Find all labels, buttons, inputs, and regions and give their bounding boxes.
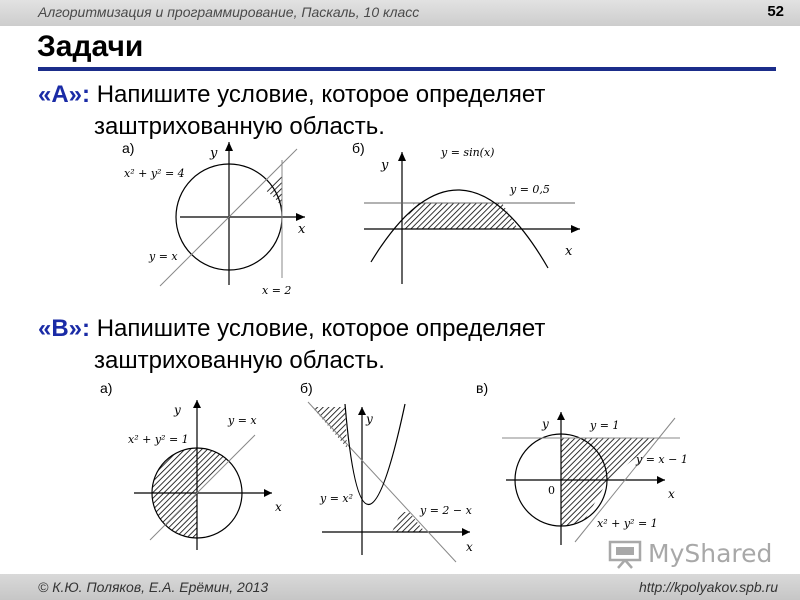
figure-b-a-eq-line: y = x <box>228 414 257 427</box>
task-a-line2: заштрихованную область. <box>94 113 385 140</box>
figure-b-c-origin: 0 <box>548 484 555 497</box>
figure-b-a-label: а) <box>100 380 113 396</box>
figure-a-b-eq-level: y = 0,5 <box>510 183 550 196</box>
figure-b-b-eq-parabola: y = x² <box>320 492 354 505</box>
footer-authors: © К.Ю. Поляков, Е.А. Ерёмин, 2013 <box>38 579 269 595</box>
figure-a-b-eq-sin: y = sin(x) <box>441 146 495 159</box>
figure-b-a-axis-x: x <box>275 500 282 514</box>
figure-b-a-eq-circle: x² + y² = 1 <box>128 433 189 446</box>
figure-b-b-eq-line: y = 2 − x <box>420 504 472 517</box>
figure-a-b-label: б) <box>352 140 365 156</box>
figure-a-a-eq-vertical: x = 2 <box>262 284 292 297</box>
figure-b-c-label: в) <box>476 380 489 396</box>
figure-b-c-eq-line: y = x − 1 <box>636 453 688 466</box>
figure-b-c-eq-level: y = 1 <box>590 419 620 432</box>
task-a-tag: «A»: <box>38 81 91 108</box>
task-b-line2: заштрихованную область. <box>94 347 385 374</box>
figure-a-a-eq-circle: x² + y² = 4 <box>124 167 185 180</box>
figure-b-b-label: б) <box>300 380 313 396</box>
course-title: Алгоритмизация и программирование, Паскаль, 10 класс <box>38 4 420 20</box>
figure-a-a-axis-y: y <box>210 146 218 161</box>
footer-bar <box>0 574 800 600</box>
task-b-line1: Напишите условие, которое определяет <box>96 315 546 342</box>
watermark-text: MyShared <box>648 538 773 568</box>
figure-a-a-label: а) <box>122 140 135 156</box>
slide-number: 52 <box>767 3 784 20</box>
figure-b-b-axis-x: x <box>466 540 473 554</box>
figure-b-c-eq-circle: x² + y² = 1 <box>597 517 658 530</box>
figure-b-b-axis-y: y <box>366 412 373 426</box>
figure-a-a-axis-x: x <box>298 222 306 237</box>
task-a-line1: Напишите условие, которое определяет <box>96 81 546 108</box>
figure-b-a-axis-y: y <box>174 403 181 417</box>
presentation-icon <box>608 538 642 568</box>
page-title: Задачи <box>37 30 144 63</box>
task-b-tag: «B»: <box>38 315 91 342</box>
figure-a-a-eq-line: y = x <box>149 250 178 263</box>
figure-a-b-axis-x: x <box>565 244 573 259</box>
figure-a-b-axis-y: y <box>381 158 389 173</box>
footer-url[interactable]: http://kpolyakov.spb.ru <box>638 579 778 595</box>
watermark <box>608 538 772 568</box>
figure-b-c-axis-x: x <box>668 487 675 501</box>
figure-b-c-axis-y: y <box>542 417 549 431</box>
